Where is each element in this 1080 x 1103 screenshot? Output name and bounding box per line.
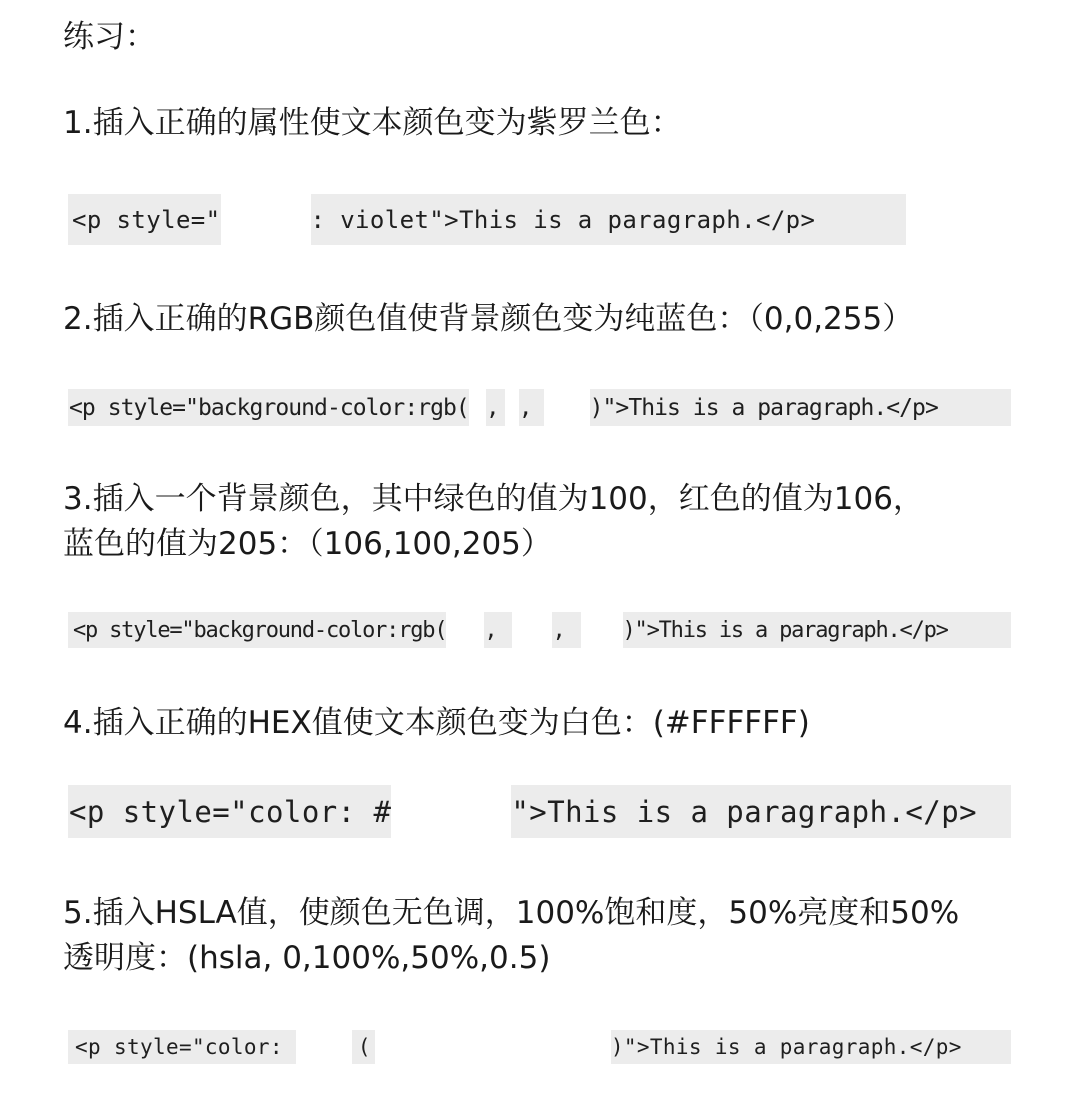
code-3-suffix: )">This is a paragraph.</p>: [622, 617, 948, 643]
code-5-paren: (: [357, 1035, 371, 1059]
code-2-separator-1: ,: [485, 394, 499, 421]
code-block-5: [68, 1030, 1011, 1064]
code-block-4: [68, 785, 1011, 838]
blank-red-input[interactable]: [446, 612, 484, 648]
code-3-prefix: <p style="background-color:rgb(: [73, 617, 447, 643]
question-4-text: 4.插入正确的HEX值使文本颜色变为白色：(#FFFFFF): [63, 705, 810, 741]
blank-blue-input[interactable]: [544, 389, 590, 426]
question-5-text-line-1: 5.插入HSLA值，使颜色无色调，100%饱和度，50%亮度和50%: [63, 895, 960, 931]
code-5-prefix: <p style="color:: [75, 1035, 296, 1059]
question-1-text: 1.插入正确的属性使文本颜色变为紫罗兰色：: [63, 105, 682, 141]
blank-green-input[interactable]: [512, 612, 552, 648]
code-2-prefix: <p style="background-color:rgb(: [69, 394, 469, 421]
question-3-text-line-2: 蓝色的值为205：（106,100,205）: [63, 526, 552, 562]
code-block-2: [68, 389, 1011, 426]
question-2-text: 2.插入正确的RGB颜色值使背景颜色变为纯蓝色：（0,0,255）: [63, 301, 914, 337]
code-1-prefix: <p style=": [72, 205, 221, 234]
blank-hex-input[interactable]: [391, 785, 511, 838]
code-4-suffix: ">This is a paragraph.</p>: [511, 794, 978, 829]
code-2-suffix: )">This is a paragraph.</p>: [589, 394, 938, 421]
code-block-1: [68, 194, 906, 245]
question-5-text-line-2: 透明度：(hsla, 0,100%,50%,0.5): [63, 940, 551, 976]
code-3-separator-1: ,: [484, 617, 497, 643]
code-5-suffix: )">This is a paragraph.</p>: [610, 1035, 962, 1059]
blank-function-input[interactable]: [296, 1030, 352, 1064]
code-2-separator-2: ,: [518, 394, 532, 421]
blank-blue-input[interactable]: [581, 612, 623, 648]
code-1-suffix: : violet">This is a paragraph.</p>: [310, 205, 816, 234]
blank-red-input[interactable]: [469, 389, 486, 426]
blank-values-input[interactable]: [375, 1030, 611, 1064]
code-block-3: [68, 612, 1011, 648]
code-3-separator-2: ,: [552, 617, 565, 643]
page-heading: 练习：: [63, 19, 156, 55]
code-4-prefix: <p style="color: #: [69, 794, 392, 829]
question-3-text-line-1: 3.插入一个背景颜色，其中绿色的值为100，红色的值为106，: [63, 481, 924, 517]
blank-green-input[interactable]: [505, 389, 519, 426]
blank-property-input[interactable]: [221, 194, 311, 245]
